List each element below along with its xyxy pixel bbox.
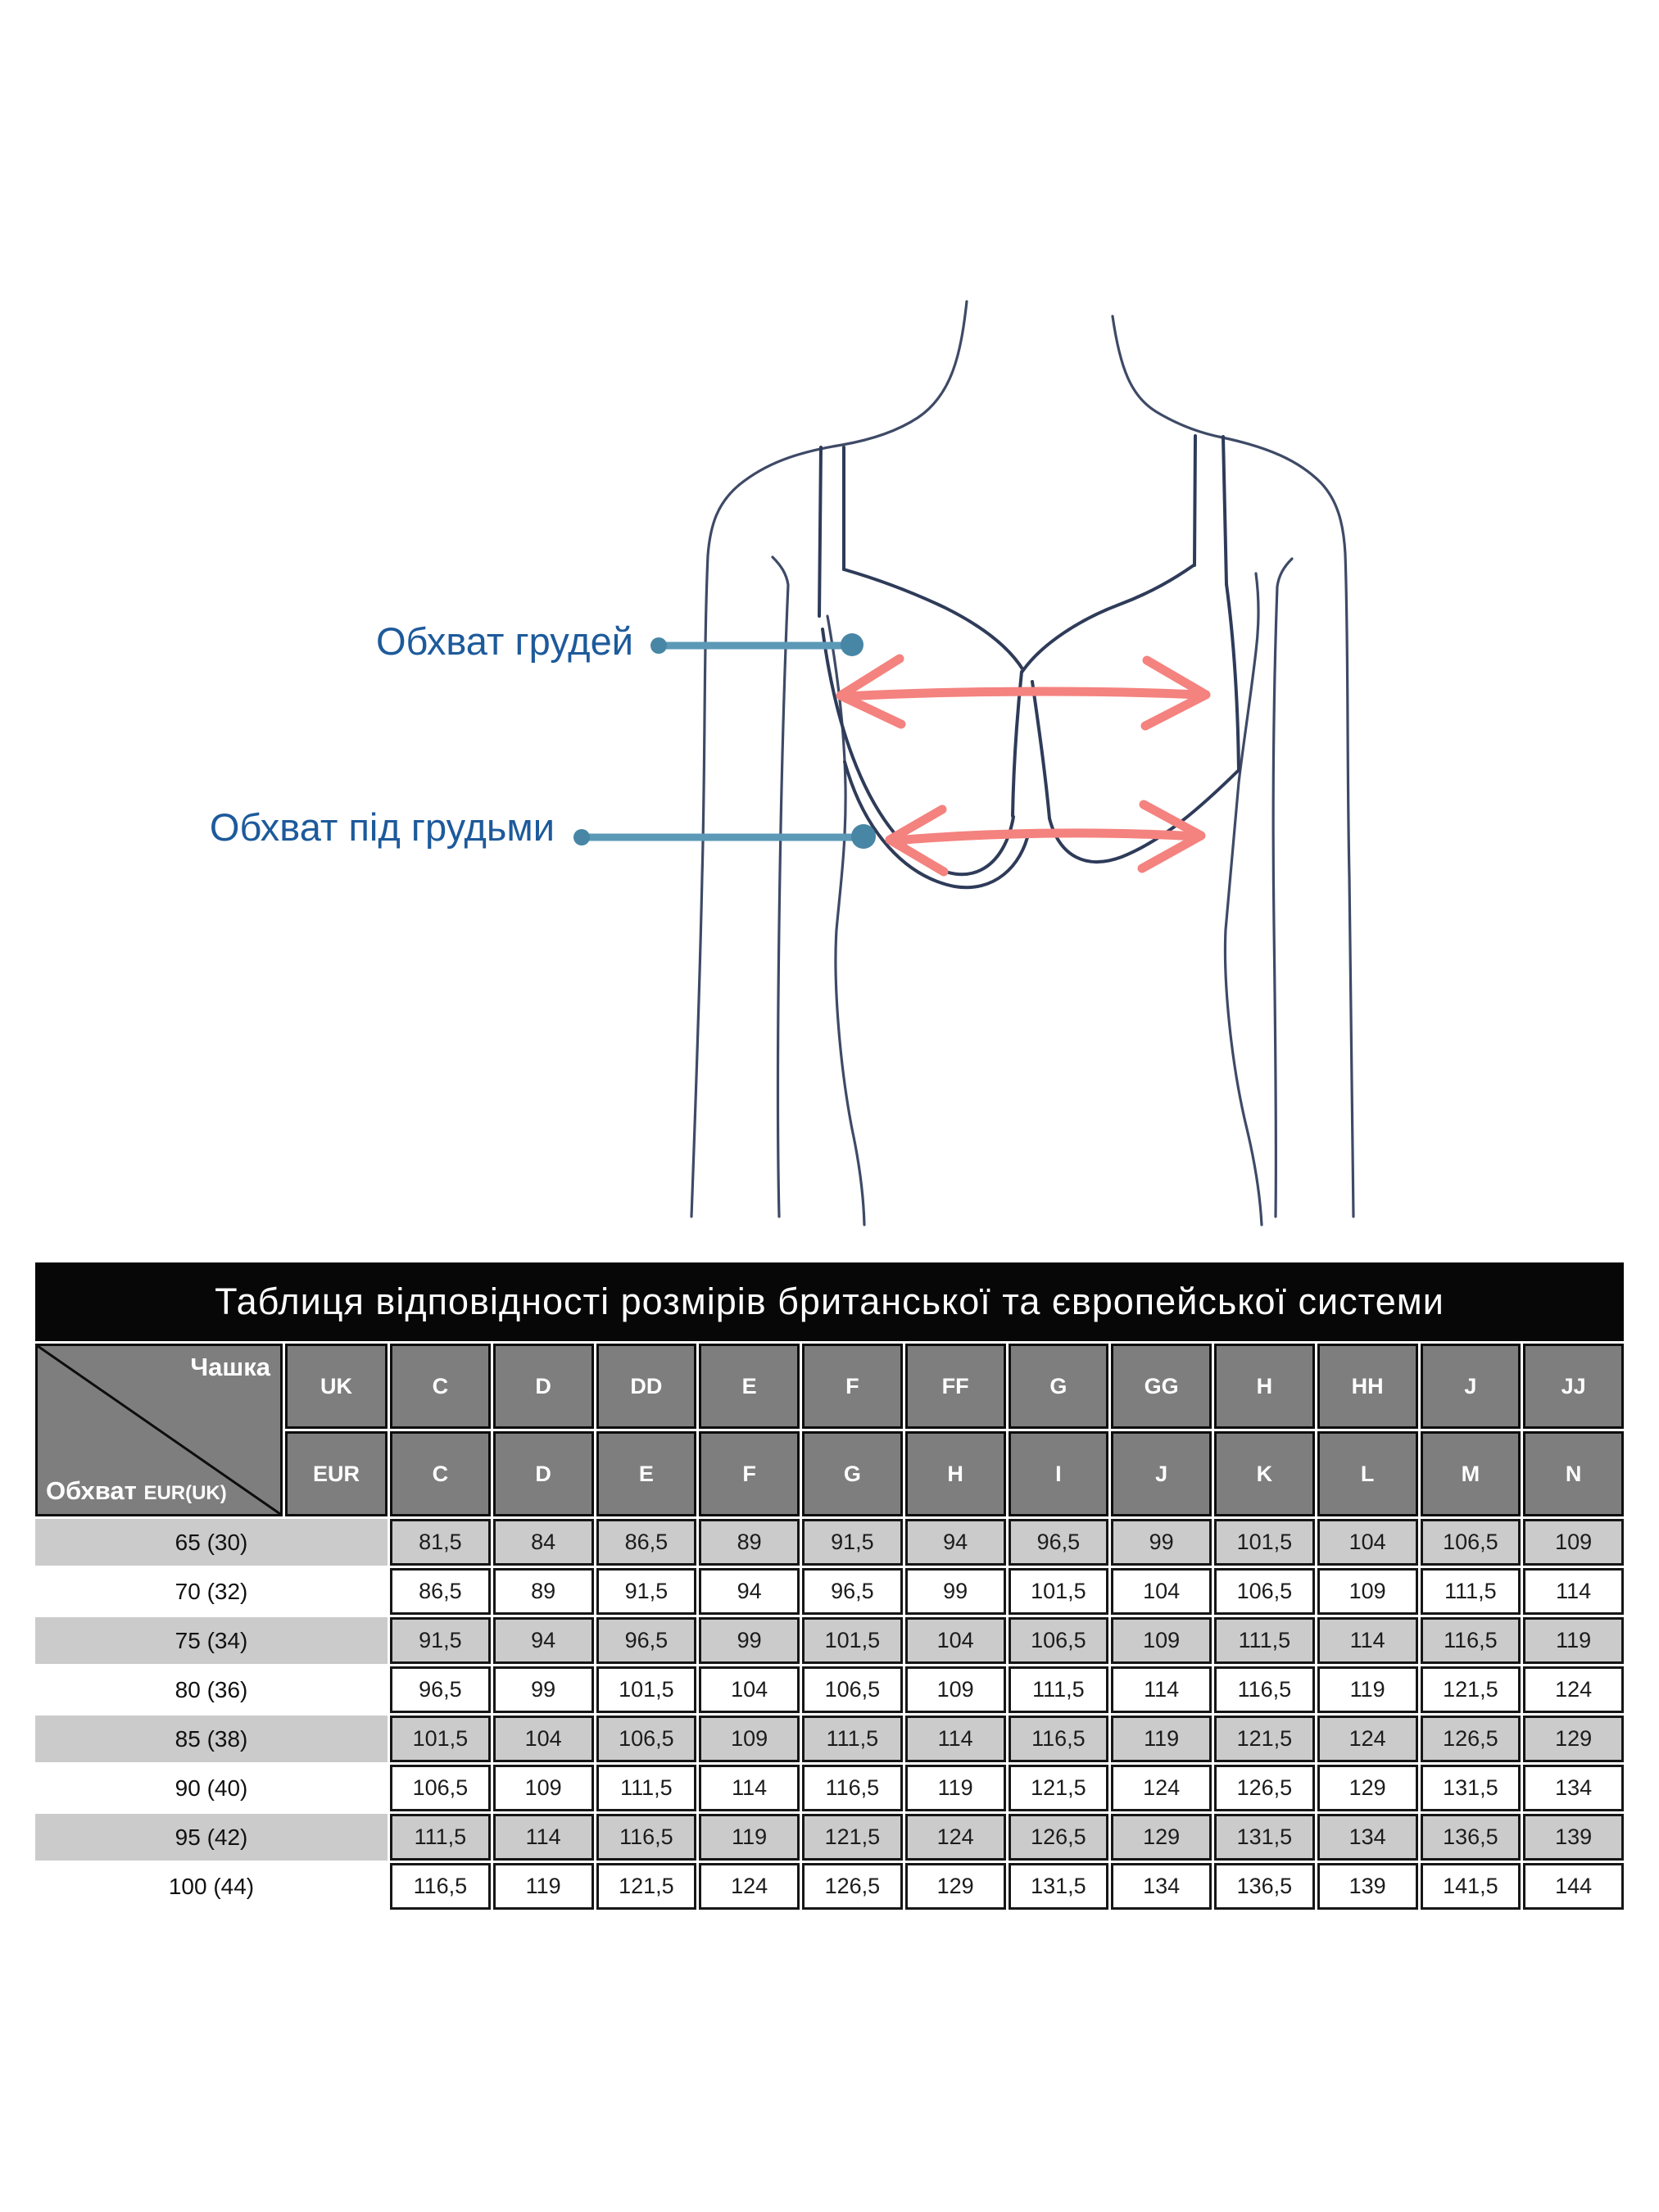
row-label: 80 (36) <box>35 1666 388 1713</box>
table-row <box>35 1617 1624 1664</box>
size-value-cell: 89 <box>699 1519 800 1566</box>
underbust-measure-arrow <box>890 805 1201 872</box>
table-row <box>35 1568 1624 1615</box>
size-value-cell: 121,5 <box>802 1814 903 1861</box>
uk-cup-header-cell: DD <box>596 1344 697 1429</box>
size-value-cell: 129 <box>1111 1814 1212 1861</box>
size-value-cell: 126,5 <box>1421 1716 1521 1762</box>
table-row <box>35 1814 1624 1861</box>
size-value-cell: 94 <box>699 1568 800 1615</box>
size-value-cell: 114 <box>905 1716 1006 1762</box>
size-value-cell: 114 <box>699 1765 800 1811</box>
size-value-cell: 129 <box>1317 1765 1418 1811</box>
size-value-cell: 114 <box>1523 1568 1624 1615</box>
size-value-cell: 109 <box>1111 1617 1212 1664</box>
size-value-cell: 119 <box>1317 1666 1418 1713</box>
row-label: 75 (34) <box>35 1617 388 1664</box>
size-value-cell: 126,5 <box>1009 1814 1109 1861</box>
uk-cup-header-cell: F <box>802 1344 903 1429</box>
size-value-cell: 106,5 <box>1009 1617 1109 1664</box>
size-value-cell: 111,5 <box>596 1765 697 1811</box>
uk-cup-header-cell: GG <box>1111 1344 1212 1429</box>
size-value-cell: 106,5 <box>390 1765 491 1811</box>
size-value-cell: 114 <box>1317 1617 1418 1664</box>
size-value-cell: 109 <box>1317 1568 1418 1615</box>
size-value-cell: 144 <box>1523 1863 1624 1910</box>
size-value-cell: 134 <box>1523 1765 1624 1811</box>
size-value-cell: 84 <box>493 1519 594 1566</box>
underbust-label-connector <box>573 824 876 849</box>
size-value-cell: 131,5 <box>1214 1814 1315 1861</box>
size-value-cell: 136,5 <box>1421 1814 1521 1861</box>
size-value-cell: 139 <box>1523 1814 1624 1861</box>
size-value-cell: 119 <box>493 1863 594 1910</box>
eur-cup-header-cell: C <box>390 1431 491 1516</box>
size-value-cell: 91,5 <box>390 1617 491 1664</box>
eur-cup-header-cell: G <box>802 1431 903 1516</box>
row-label: 85 (38) <box>35 1716 388 1762</box>
eur-cup-header-cell: H <box>905 1431 1006 1516</box>
size-value-cell: 106,5 <box>1214 1568 1315 1615</box>
size-value-cell: 101,5 <box>802 1617 903 1664</box>
size-table-section <box>33 1260 1626 1912</box>
size-value-cell: 96,5 <box>1009 1519 1109 1566</box>
size-value-cell: 141,5 <box>1421 1863 1521 1910</box>
size-value-cell: 116,5 <box>802 1765 903 1811</box>
size-value-cell: 139 <box>1317 1863 1418 1910</box>
table-title: Таблиця відповідності розмірів британської та європейської системи <box>35 1262 1624 1341</box>
uk-cup-header-cell: J <box>1421 1344 1521 1429</box>
row-label: 95 (42) <box>35 1814 388 1861</box>
size-value-cell: 94 <box>493 1617 594 1664</box>
size-value-cell: 111,5 <box>1214 1617 1315 1664</box>
row-label: 100 (44) <box>35 1863 388 1910</box>
size-value-cell: 91,5 <box>596 1568 697 1615</box>
size-value-cell: 124 <box>699 1863 800 1910</box>
size-value-cell: 124 <box>1523 1666 1624 1713</box>
corner-label-girth-main: Обхват <box>46 1476 137 1505</box>
size-value-cell: 104 <box>493 1716 594 1762</box>
eur-cup-header-cell: D <box>493 1431 594 1516</box>
size-value-cell: 94 <box>905 1519 1006 1566</box>
size-value-cell: 116,5 <box>1009 1716 1109 1762</box>
table-row <box>35 1716 1624 1762</box>
uk-system-header: UK <box>285 1344 388 1429</box>
size-value-cell: 109 <box>905 1666 1006 1713</box>
size-value-cell: 114 <box>1111 1666 1212 1713</box>
corner-label-girth-sub: EUR(UK) <box>143 1482 227 1504</box>
eur-cup-header-cell: N <box>1523 1431 1624 1516</box>
size-value-cell: 99 <box>905 1568 1006 1615</box>
size-value-cell: 111,5 <box>802 1716 903 1762</box>
size-value-cell: 126,5 <box>802 1863 903 1910</box>
size-value-cell: 99 <box>493 1666 594 1713</box>
size-value-cell: 96,5 <box>390 1666 491 1713</box>
uk-cup-header-cell: C <box>390 1344 491 1429</box>
size-value-cell: 89 <box>493 1568 594 1615</box>
size-value-cell: 119 <box>699 1814 800 1861</box>
size-value-cell: 119 <box>905 1765 1006 1811</box>
size-value-cell: 81,5 <box>390 1519 491 1566</box>
size-value-cell: 106,5 <box>1421 1519 1521 1566</box>
size-value-cell: 116,5 <box>390 1863 491 1910</box>
size-value-cell: 109 <box>699 1716 800 1762</box>
size-value-cell: 86,5 <box>390 1568 491 1615</box>
size-value-cell: 114 <box>493 1814 594 1861</box>
size-value-cell: 101,5 <box>1009 1568 1109 1615</box>
table-row <box>35 1666 1624 1713</box>
size-value-cell: 86,5 <box>596 1519 697 1566</box>
size-value-cell: 121,5 <box>1421 1666 1521 1713</box>
size-value-cell: 106,5 <box>802 1666 903 1713</box>
uk-cup-header-cell: H <box>1214 1344 1315 1429</box>
size-value-cell: 109 <box>493 1765 594 1811</box>
size-value-cell: 119 <box>1523 1617 1624 1664</box>
size-value-cell: 129 <box>1523 1716 1624 1762</box>
size-value-cell: 134 <box>1111 1863 1212 1910</box>
row-label: 90 (40) <box>35 1765 388 1811</box>
size-value-cell: 99 <box>699 1617 800 1664</box>
torso-outline <box>691 301 1353 1225</box>
size-value-cell: 126,5 <box>1214 1765 1315 1811</box>
corner-label-cup: Чашка <box>190 1353 270 1381</box>
size-value-cell: 101,5 <box>390 1716 491 1762</box>
eur-cup-header-cell: L <box>1317 1431 1418 1516</box>
size-value-cell: 119 <box>1111 1716 1212 1762</box>
size-value-cell: 104 <box>905 1617 1006 1664</box>
size-value-cell: 111,5 <box>1421 1568 1521 1615</box>
row-label: 65 (30) <box>35 1519 388 1566</box>
eur-cup-header-cell: J <box>1111 1431 1212 1516</box>
eur-cup-header-cell: F <box>699 1431 800 1516</box>
size-value-cell: 131,5 <box>1009 1863 1109 1910</box>
corner-label-girth <box>46 1476 227 1506</box>
size-value-cell: 116,5 <box>1214 1666 1315 1713</box>
eur-cup-header-cell: M <box>1421 1431 1521 1516</box>
size-value-cell: 104 <box>1111 1568 1212 1615</box>
size-value-cell: 131,5 <box>1421 1765 1521 1811</box>
size-value-cell: 116,5 <box>1421 1617 1521 1664</box>
table-row <box>35 1519 1624 1566</box>
size-value-cell: 121,5 <box>1009 1765 1109 1811</box>
size-correspondence-table <box>33 1260 1626 1912</box>
size-value-cell: 121,5 <box>596 1863 697 1910</box>
size-value-cell: 111,5 <box>390 1814 491 1861</box>
size-value-cell: 91,5 <box>802 1519 903 1566</box>
uk-cup-header-cell: E <box>699 1344 800 1429</box>
size-value-cell: 124 <box>905 1814 1006 1861</box>
size-value-cell: 121,5 <box>1214 1716 1315 1762</box>
size-value-cell: 96,5 <box>596 1617 697 1664</box>
size-value-cell: 111,5 <box>1009 1666 1109 1713</box>
eur-cup-header-cell: K <box>1214 1431 1315 1516</box>
eur-system-header: EUR <box>285 1431 388 1516</box>
size-value-cell: 101,5 <box>1214 1519 1315 1566</box>
row-label: 70 (32) <box>35 1568 388 1615</box>
size-value-cell: 101,5 <box>596 1666 697 1713</box>
uk-cup-header-cell: JJ <box>1523 1344 1624 1429</box>
size-value-cell: 136,5 <box>1214 1863 1315 1910</box>
size-value-cell: 124 <box>1111 1765 1212 1811</box>
size-value-cell: 129 <box>905 1863 1006 1910</box>
size-value-cell: 134 <box>1317 1814 1418 1861</box>
uk-cup-header-cell: G <box>1009 1344 1109 1429</box>
size-value-cell: 124 <box>1317 1716 1418 1762</box>
table-corner-cell <box>35 1344 283 1516</box>
uk-cup-header-cell: FF <box>905 1344 1006 1429</box>
uk-cup-header-cell: D <box>493 1344 594 1429</box>
size-value-cell: 99 <box>1111 1519 1212 1566</box>
size-value-cell: 109 <box>1523 1519 1624 1566</box>
size-value-cell: 104 <box>699 1666 800 1713</box>
table-row <box>35 1863 1624 1910</box>
size-value-cell: 106,5 <box>596 1716 697 1762</box>
eur-cup-header-cell: E <box>596 1431 697 1516</box>
underbust-label: Обхват під грудьми <box>209 805 555 849</box>
size-value-cell: 104 <box>1317 1519 1418 1566</box>
size-value-cell: 96,5 <box>802 1568 903 1615</box>
bust-label: Обхват грудей <box>375 619 633 663</box>
uk-cup-header-cell: HH <box>1317 1344 1418 1429</box>
eur-cup-header-cell: I <box>1009 1431 1109 1516</box>
size-value-cell: 116,5 <box>596 1814 697 1861</box>
table-row <box>35 1765 1624 1811</box>
